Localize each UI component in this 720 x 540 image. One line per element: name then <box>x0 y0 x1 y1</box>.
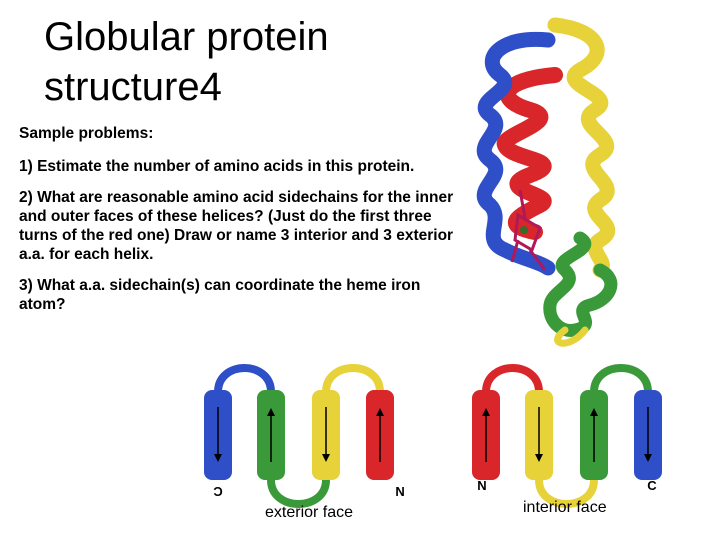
helix-cylinder-blue <box>204 390 232 480</box>
helix-cylinder-green <box>580 390 608 480</box>
terminus-label-right: C <box>647 478 657 493</box>
helix-connectors-ext <box>218 368 380 504</box>
connector-blue-green <box>218 368 271 392</box>
connector-red-yellow <box>486 368 539 392</box>
interior-face-caption: interior face <box>523 499 607 516</box>
helix-connectors-int <box>486 368 648 504</box>
helix-cylinder-yellow <box>525 390 553 480</box>
title-line-1: Globular protein <box>44 15 329 59</box>
connector-green-blue <box>594 368 648 392</box>
helix-cylinder-red <box>366 390 394 480</box>
problem-3: 3) What a.a. sidechain(s) can coordinate the heme iron atom? <box>19 277 421 313</box>
connector-yellow-red <box>326 368 380 392</box>
helix-cylinder-green <box>257 390 285 480</box>
exterior-face-caption: exterior face <box>265 504 354 521</box>
helix-cylinder-blue <box>634 390 662 480</box>
problem-2: 2) What are reasonable amino acid sidechains for the inner and outer faces of these helices? (Just do the first three turns of the red one) Draw or name 3 interior and 3 exterior a.a. for each helix. <box>19 189 454 263</box>
problem-1: 1) Estimate the number of amino acids in this protein. <box>19 158 415 175</box>
title-line-2: structure4 <box>44 65 222 109</box>
interior-face-diagram <box>466 362 716 492</box>
red-helix-ribbon <box>505 75 555 232</box>
helix-cylinder-yellow <box>312 390 340 480</box>
problems-heading: Sample problems: <box>19 125 154 142</box>
terminus-label-left: C <box>213 484 223 499</box>
exterior-face-diagram <box>198 362 448 499</box>
helix-cylinder-red <box>472 390 500 480</box>
terminus-label-right: N <box>395 484 405 499</box>
terminus-label-left: N <box>477 478 487 493</box>
